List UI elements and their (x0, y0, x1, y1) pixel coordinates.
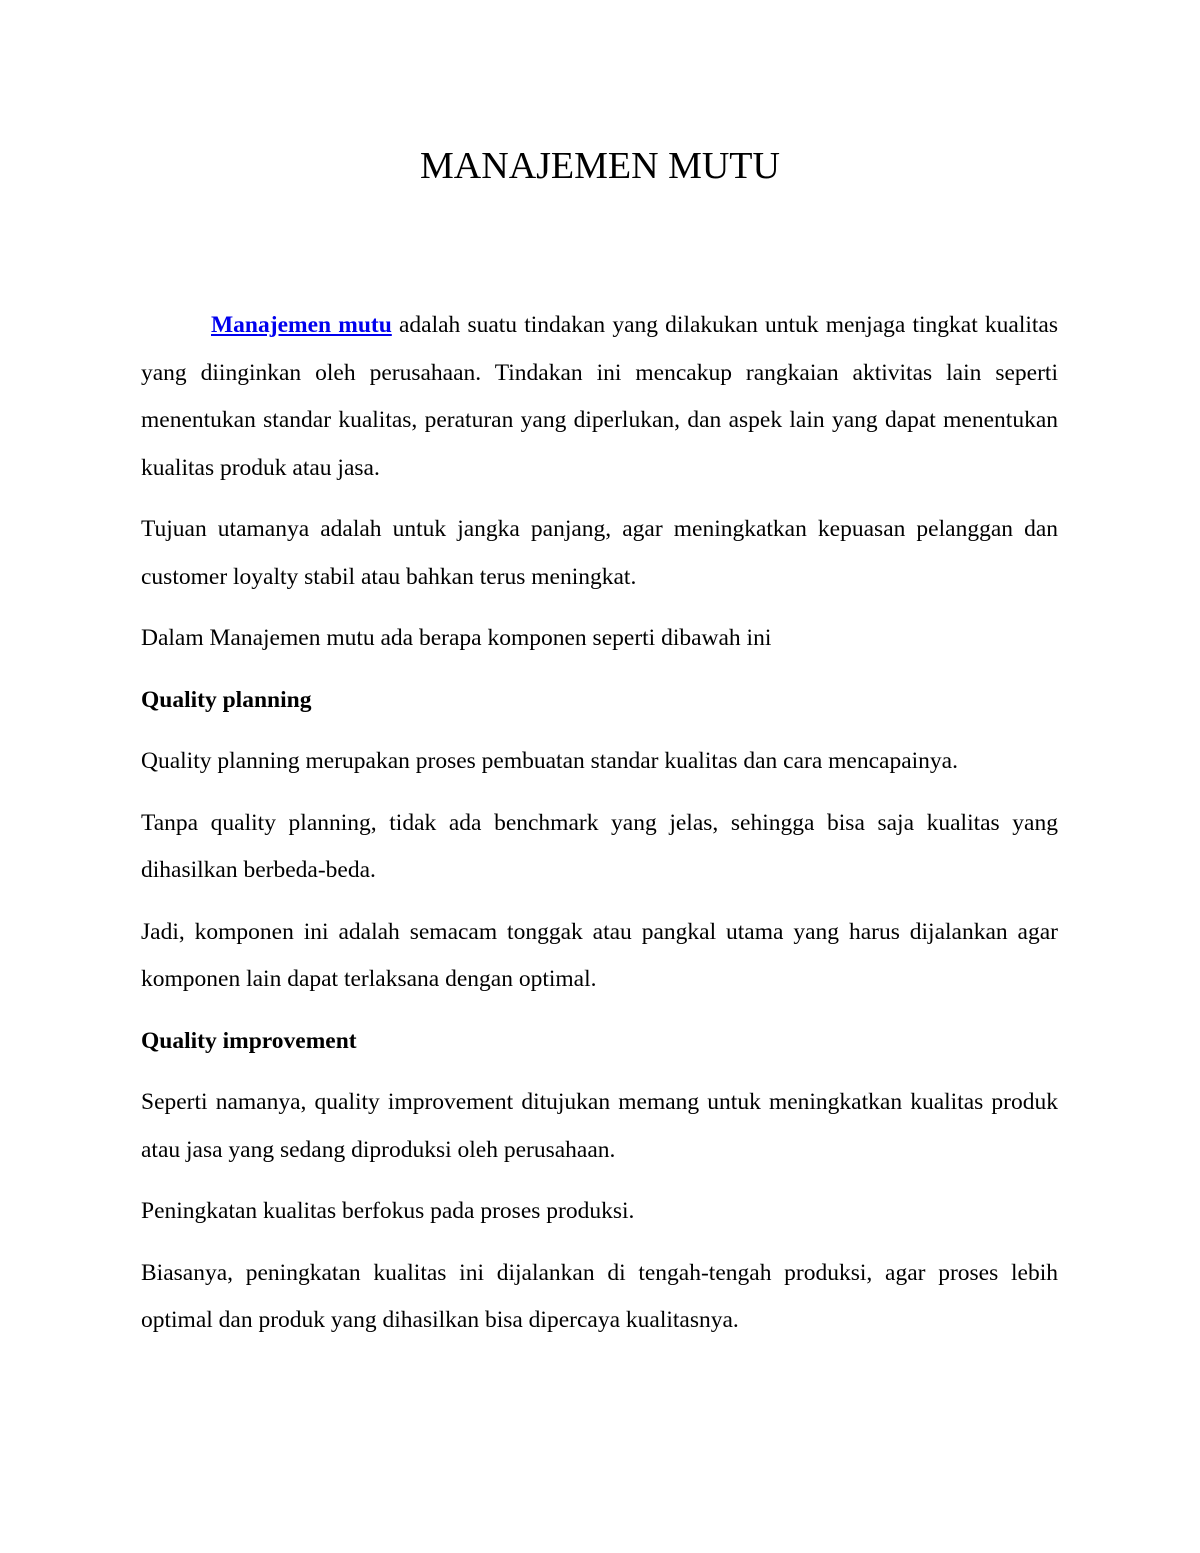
intro-paragraph (141, 302, 1058, 492)
quality-planning-paragraph: Quality planning merupakan proses pembuatan standar kualitas dan cara mencapainya. (141, 748, 958, 774)
section-heading-quality-improvement: Quality improvement (141, 1027, 357, 1054)
section-heading-quality-planning: Quality planning (141, 686, 312, 713)
document-body (141, 302, 1058, 1359)
quality-planning-paragraph: Tanpa quality planning, tidak ada benchmark yang jelas, sehingga bisa saja kualitas yang dihasilkan berbeda-beda. (141, 809, 1058, 883)
quality-improvement-paragraph: Seperti namanya, quality improvement ditujukan memang untuk meningkatkan kualitas produk atau jasa yang sedang diproduksi oleh perusahaan. (141, 1089, 1058, 1163)
quality-planning-paragraph: Jadi, komponen ini adalah semacam tonggak atau pangkal utama yang harus dijalankan agar komponen lain dapat terlaksana dengan optimal. (141, 918, 1058, 992)
document-title: MANAJEMEN MUTU (420, 145, 780, 187)
quality-improvement-paragraph: Biasanya, peningkatan kualitas ini dijalankan di tengah-tengah produksi, agar proses lebih optimal dan produk yang dihasilkan bisa dipercaya kualitasnya. (141, 1259, 1058, 1333)
manajemen-mutu-link[interactable]: Manajemen mutu (211, 312, 392, 338)
paragraph-components-intro: Dalam Manajemen mutu ada berapa komponen seperti dibawah ini (141, 625, 772, 651)
quality-improvement-paragraph: Peningkatan kualitas berfokus pada proses produksi. (141, 1198, 635, 1224)
intro-text: adalah suatu tindakan yang dilakukan untuk menjaga tingkat kualitas yang diinginkan oleh perusahaan. Tindakan ini mencakup rangkaian aktivitas lain seperti menentukan standar kualitas, peraturan yang diperlukan, dan aspek lain yang dapat menentukan kualitas produk atau jasa. (141, 312, 1058, 481)
paragraph-goal: Tujuan utamanya adalah untuk jangka panjang, agar meningkatkan kepuasan pelanggan dan customer loyalty stabil atau bahkan terus meningkat. (141, 516, 1058, 590)
